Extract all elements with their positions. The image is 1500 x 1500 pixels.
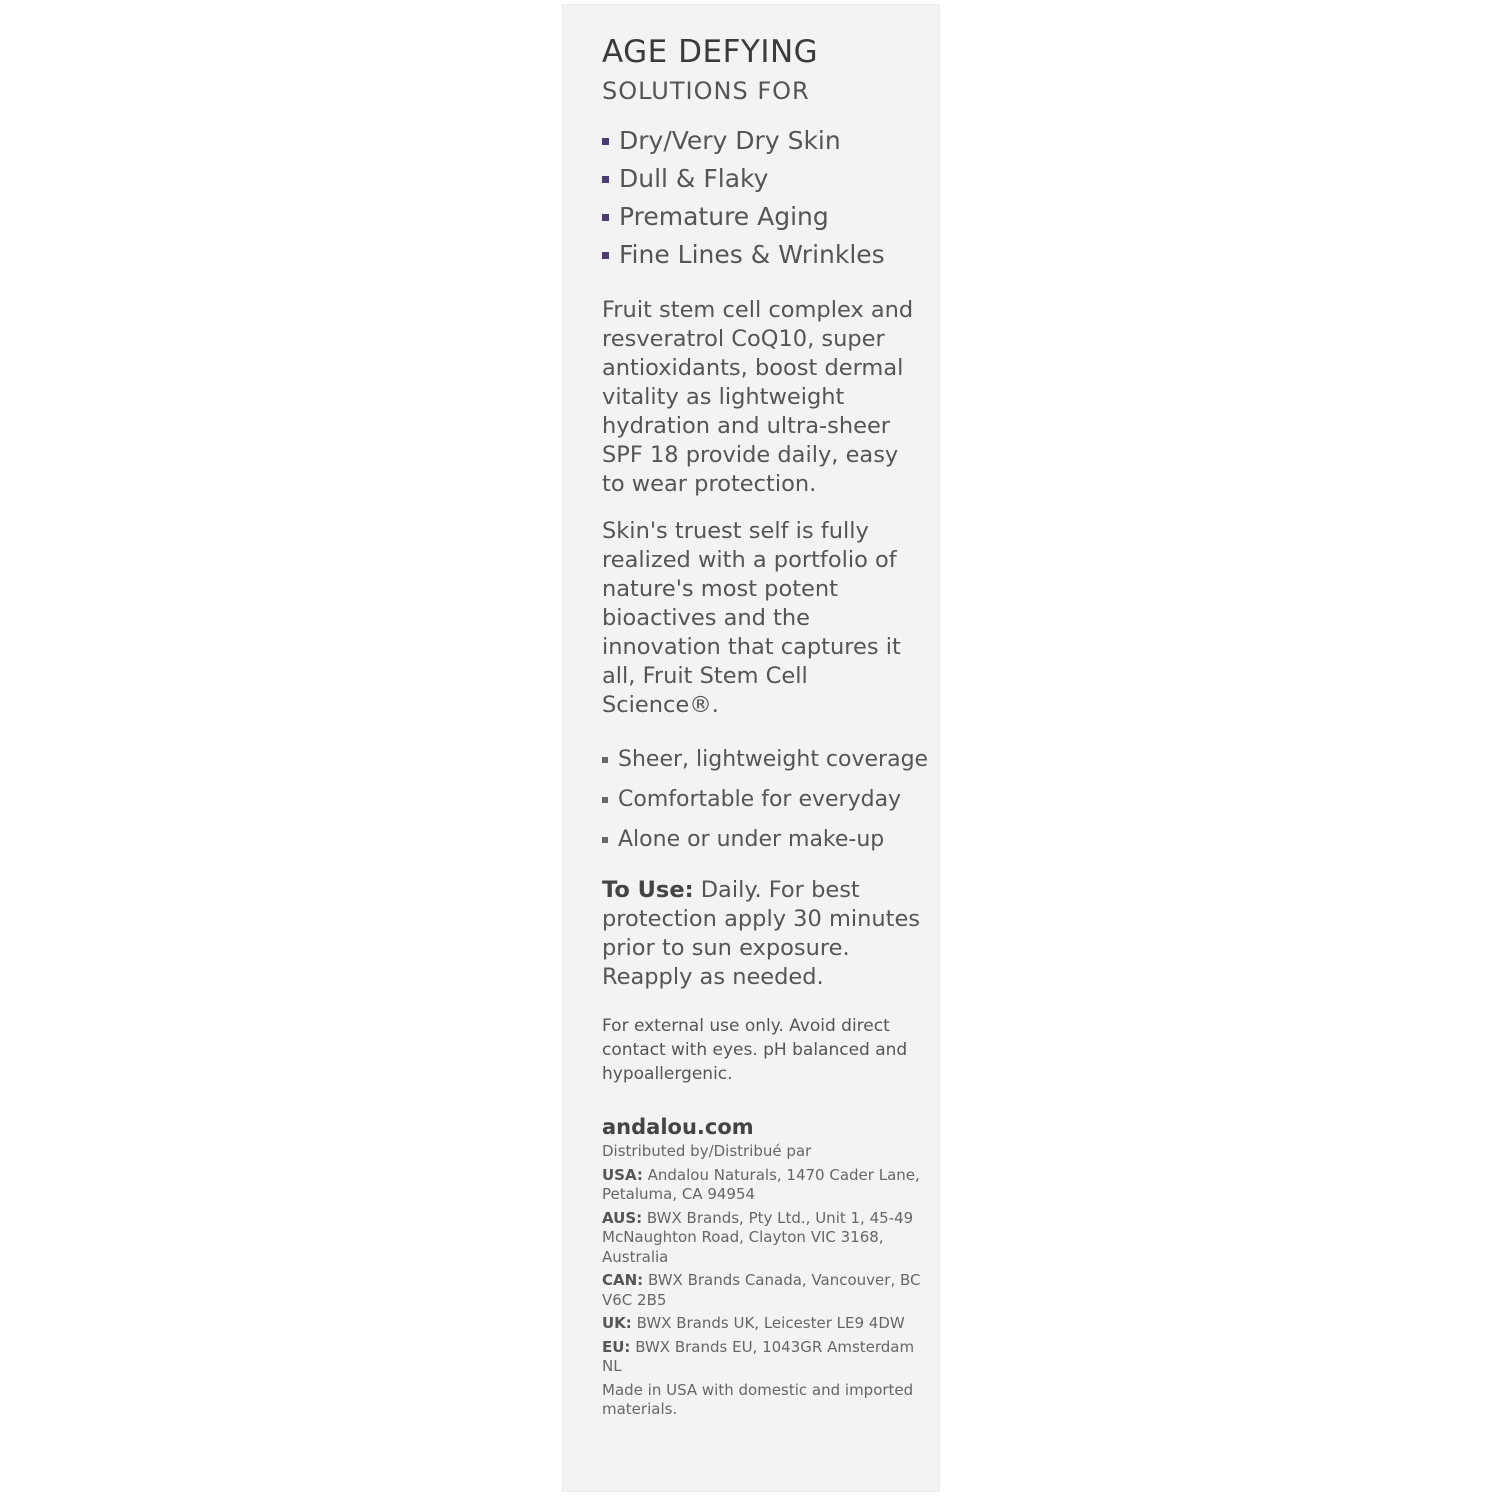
panel-content (602, 34, 929, 1420)
usage-instructions (602, 876, 922, 992)
address-usa: USA: Andalou Naturals, 1470 Cader Lane, Petaluma, CA 94954 (602, 1165, 920, 1203)
address-aus: AUS: BWX Brands, Pty Ltd., Unit 1, 45-49 McNaughton Road, Clayton VIC 3168, Australia (602, 1208, 914, 1266)
address-uk: UK: BWX Brands UK, Leicester LE9 4DW (602, 1314, 905, 1332)
brand-philosophy: Skin's truest self is fully realized with a portfolio of nature's most potent bioactives and the innovation that captures it all, Fruit Stem Cell Science®. (602, 518, 901, 718)
list-item: Sheer, lightweight coverage (602, 740, 922, 780)
conditions-list (602, 122, 922, 274)
list-item: Comfortable for everyday (602, 780, 922, 820)
list-item: Premature Aging (602, 198, 922, 236)
bullet-icon (602, 837, 608, 843)
address-can: CAN: BWX Brands Canada, Vancouver, BC V6C 2B5 (602, 1271, 921, 1309)
bullet-icon (602, 797, 608, 803)
usage-label: To Use: (602, 877, 694, 903)
product-title: AGE DEFYING (602, 34, 819, 70)
bullet-icon (602, 176, 609, 183)
list-item: Dull & Flaky (602, 160, 922, 198)
bullet-icon (602, 138, 609, 145)
distributed-by: Distributed by/Distribué par (602, 1142, 812, 1160)
list-item: Dry/Very Dry Skin (602, 122, 922, 160)
address-eu: EU: BWX Brands EU, 1043GR Amsterdam NL (602, 1337, 915, 1375)
made-in-text: Made in USA with domestic and imported materials. (602, 1380, 914, 1418)
bullet-icon (602, 757, 608, 763)
product-side-panel (562, 4, 940, 1492)
list-item: Alone or under make-up (602, 820, 922, 860)
website-text: andalou.com (602, 1115, 754, 1139)
bullet-icon (602, 214, 609, 221)
list-item: Fine Lines & Wrinkles (602, 236, 922, 274)
features-list (602, 740, 929, 860)
product-subtitle: SOLUTIONS FOR (602, 77, 810, 105)
usage-text: Daily. For best protection apply 30 minutes prior to sun exposure. Reapply as needed. (602, 877, 921, 990)
warning-text: For external use only. Avoid direct contact with eyes. pH balanced and hypoallergenic. (602, 1016, 908, 1084)
product-description: Fruit stem cell complex and resveratrol CoQ10, super antioxidants, boost dermal vitality as lightweight hydration and ultra-sheer SPF 18 provide daily, easy to wear protection. (602, 297, 914, 497)
bullet-icon (602, 252, 609, 259)
